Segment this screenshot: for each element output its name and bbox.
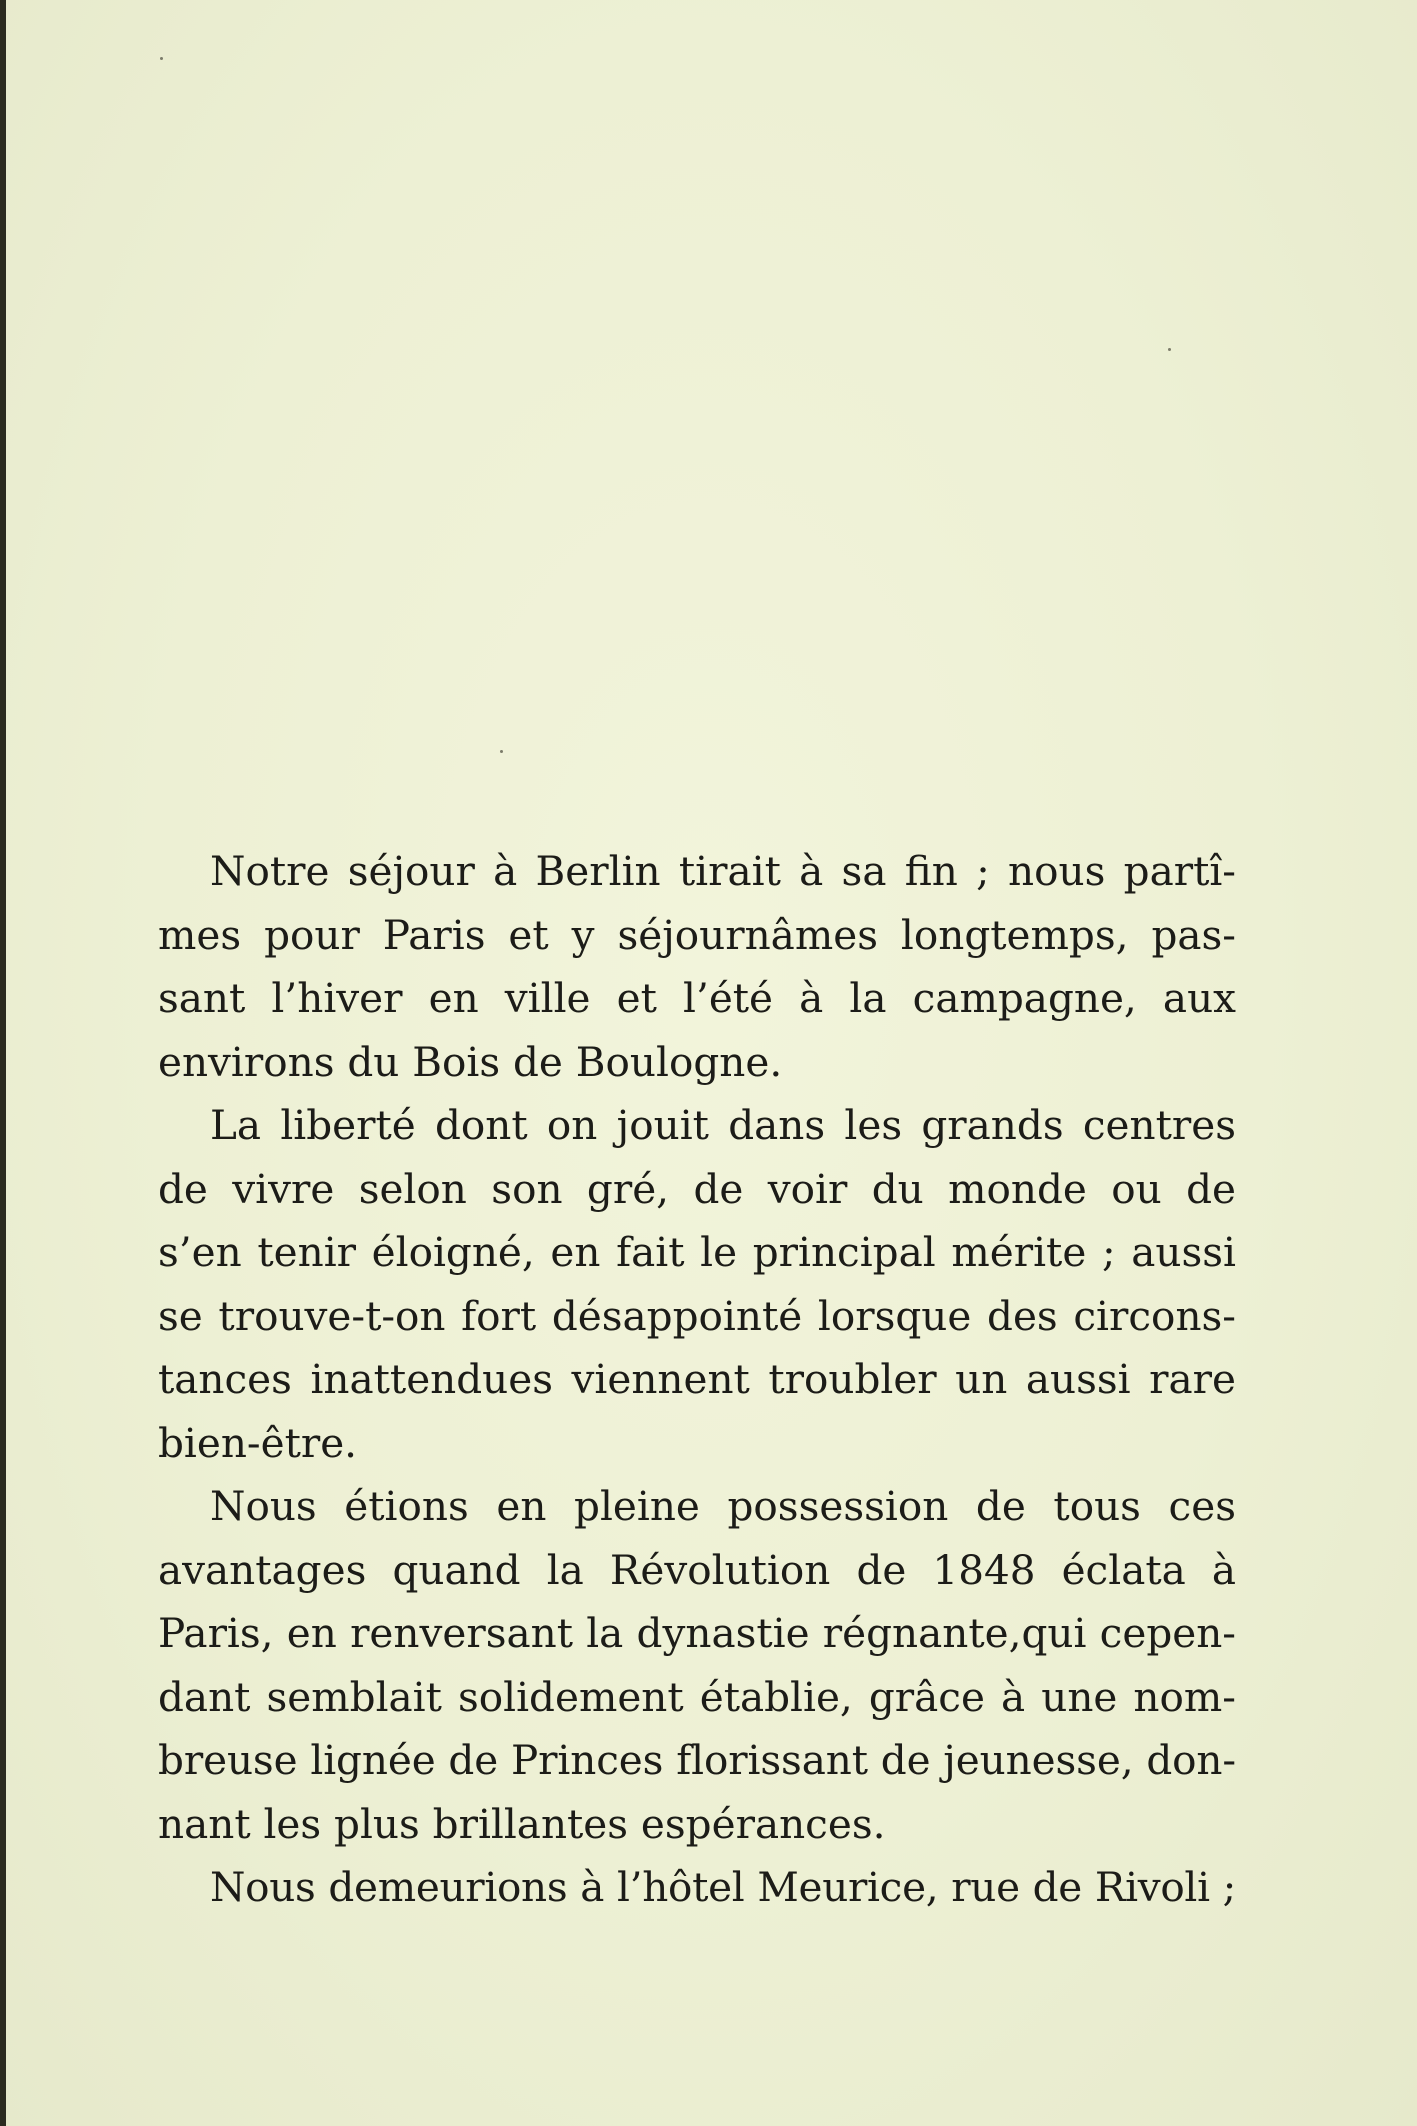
text-line: breuse lignée de Princes florissant de jeunesse, don- (158, 1736, 1236, 1784)
paragraph (158, 1094, 1236, 1475)
text-line: environs du Bois de Boulogne. (158, 1037, 783, 1086)
paragraph (158, 840, 1236, 1094)
paper-speck (500, 750, 503, 753)
paper-speck (1168, 348, 1171, 351)
text-line: Paris, en renversant la dynastie régnante,qui cepen- (158, 1609, 1236, 1657)
text-line: se trouve-t-on fort désappointé lorsque des circons- (158, 1291, 1236, 1340)
text-line: avantages quand la Révolution de 1848 éclata à (158, 1545, 1236, 1594)
text-line: nant les plus brillantes espérances. (158, 1799, 886, 1848)
paragraph (158, 1856, 1236, 1920)
text-line: s’en tenir éloigné, en fait le principal mérite ; aussi (158, 1228, 1236, 1276)
text-line: La liberté dont on jouit dans les grands centres (210, 1101, 1236, 1149)
text-line: tances inattendues viennent troubler un aussi rare (158, 1355, 1236, 1403)
text-line: Nous demeurions à l’hôtel Meurice, rue de Rivoli ; (210, 1863, 1236, 1911)
text-line: Notre séjour à Berlin tirait à sa fin ; nous partî- (210, 847, 1236, 895)
paragraph (158, 1475, 1236, 1856)
text-line: bien-être. (158, 1418, 358, 1467)
text-line: de vivre selon son gré, de voir du monde ou de (158, 1164, 1236, 1213)
text-line: sant l’hiver en ville et l’été à la campagne, aux (158, 974, 1236, 1022)
body-text (158, 840, 1236, 1920)
paper-speck (160, 57, 163, 60)
text-line: mes pour Paris et y séjournâmes longtemps, pas- (158, 910, 1236, 959)
text-line: Nous étions en pleine possession de tous ces (210, 1482, 1236, 1530)
text-line: dant semblait solidement établie, grâce à une nom- (158, 1672, 1236, 1721)
